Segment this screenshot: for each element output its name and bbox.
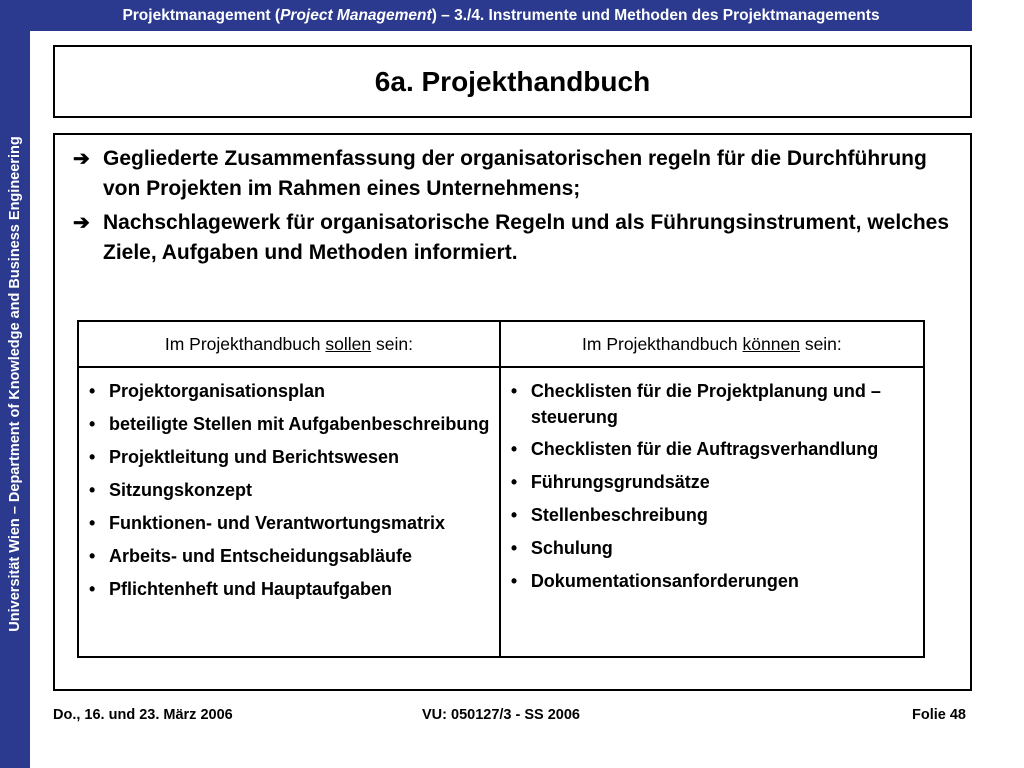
list-item (89, 378, 491, 405)
column-sollen-cell (78, 367, 500, 657)
list-item (89, 444, 491, 471)
intro-item (73, 208, 953, 268)
list-item-text: Schulung (530, 538, 613, 558)
page-title: 6a. Projekthandbuch (374, 65, 651, 97)
column-koennen-cell (500, 367, 924, 657)
column-header-sollen (78, 321, 500, 367)
list-item-text: Funktionen- und Verantwortungsmatrix (109, 513, 446, 533)
bullet-icon: • (510, 439, 518, 459)
list-item-text: Führungsgrundsätze (530, 472, 710, 492)
list-item-text: Arbeits- und Entscheidungsabläufe (109, 546, 413, 566)
bullet-icon: • (510, 472, 518, 492)
list-item (511, 378, 915, 430)
footer-slide-number: Folie 48 (912, 707, 966, 723)
list-item-text: Dokumentationsanforderungen (530, 571, 799, 591)
header-prefix: Projektmanagement ( (122, 7, 281, 24)
footer-date: Do., 16. und 23. März 2006 (53, 707, 233, 723)
handbook-table (77, 320, 925, 658)
bullet-icon: • (89, 447, 96, 467)
koennen-list (511, 378, 915, 595)
header-bar (30, 0, 972, 31)
bullet-icon: • (89, 513, 96, 533)
list-item (511, 535, 915, 562)
sollen-list (89, 378, 491, 603)
footer (30, 703, 972, 729)
bullet-icon: • (89, 579, 96, 599)
table-body-row (78, 367, 924, 657)
list-item-text: Checklisten für die Auftragsverhandlung (530, 439, 879, 459)
intro-text: Gegliederte Zusammenfassung der organisatorischen regeln für die Durchführung von Projekten im Rahmen eines Unternehmens; (103, 147, 927, 200)
bullet-icon: • (510, 505, 518, 525)
list-item (511, 436, 915, 463)
list-item-text: Stellenbeschreibung (530, 505, 708, 525)
list-item-text: Projektorganisationsplan (109, 381, 326, 401)
bullet-icon: • (89, 546, 96, 566)
sidebar-text: Universität Wien – Department of Knowledge and Business Engineering (7, 136, 23, 632)
list-item (511, 502, 915, 529)
bullet-icon: • (510, 538, 518, 558)
header-text: sein: (371, 333, 413, 354)
intro-list (73, 144, 953, 272)
list-item (89, 411, 491, 438)
list-item (89, 576, 491, 603)
header-italic: Project Management (280, 7, 432, 24)
bullet-icon: • (89, 480, 96, 500)
list-item-text: Pflichtenheft und Hauptaufgaben (109, 579, 392, 599)
intro-text: Nachschlagewerk für organisatorische Regeln und als Führungsinstrument, welches Ziele, Aufgaben und Methoden informiert. (103, 211, 950, 264)
table-header-row (78, 321, 924, 367)
sidebar (0, 0, 30, 768)
list-item-text: Projektleitung und Berichtswesen (109, 447, 400, 467)
list-item (89, 510, 491, 537)
list-item (89, 477, 491, 504)
title-box (53, 45, 972, 118)
arrow-right-icon: ➔ (73, 212, 90, 234)
header-emphasis: können (742, 333, 800, 354)
list-item (511, 568, 915, 595)
list-item-text: Checklisten für die Projektplanung und –steuerung (530, 381, 881, 427)
list-item-text: beteiligte Stellen mit Aufgabenbeschreibung (109, 414, 490, 434)
list-item (89, 543, 491, 570)
header-suffix: ) – 3./4. Instrumente und Methoden des Projektmanagements (431, 7, 880, 24)
bullet-icon: • (510, 381, 518, 401)
list-item (511, 469, 915, 496)
content-box (53, 133, 972, 691)
header-text: Im Projekthandbuch (582, 333, 743, 354)
arrow-right-icon: ➔ (73, 148, 90, 170)
bullet-icon: • (510, 571, 518, 591)
header-text: Im Projekthandbuch (164, 333, 326, 354)
header-text: sein: (799, 333, 842, 354)
bullet-icon: • (89, 414, 96, 434)
intro-item (73, 144, 953, 204)
header-emphasis: sollen (325, 333, 372, 354)
footer-course: VU: 050127/3 - SS 2006 (422, 707, 580, 723)
column-header-koennen (500, 321, 924, 367)
bullet-icon: • (89, 381, 96, 401)
list-item-text: Sitzungskonzept (109, 480, 252, 500)
